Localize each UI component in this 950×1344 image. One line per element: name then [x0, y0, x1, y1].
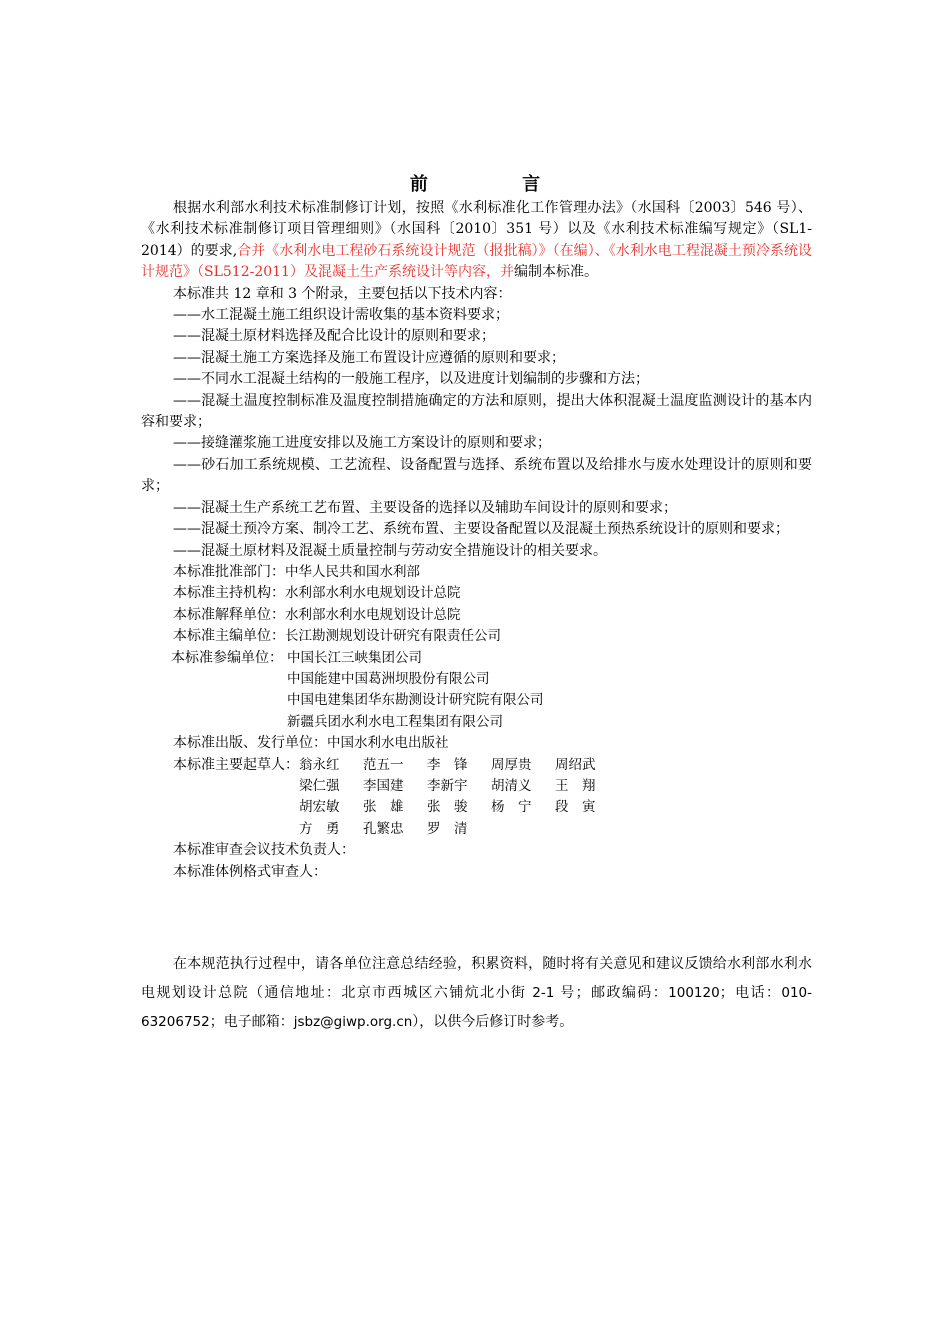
co-editors-row: [141, 648, 812, 734]
drafter-name: 翁永红: [299, 756, 340, 773]
host-row: [141, 583, 812, 604]
review-lead-line: 本标准审查会议技术负责人：: [173, 842, 355, 859]
drafter-name: 张 骏: [427, 799, 468, 816]
intro-paragraph: [141, 198, 812, 284]
content-item: ——砂石加工系统规模、工艺流程、设备配置与选择、系统布置以及给排水与废水处理设计的原则和要求；: [141, 456, 812, 495]
feedback-text: ），以供今后修订时参考。: [412, 1014, 574, 1030]
intro-red-text: 合并《水利水电工程砂石系统设计规范（报批稿）》（在编）、《水利水电工程混凝土预冷系统设计规范》（SL512-2011）及混凝土生产系统设计等内容，并: [141, 242, 812, 281]
summary-paragraph: 本标准共 12 章和 3 个附录，主要包括以下技术内容：: [173, 285, 512, 302]
content-item: ——混凝土温度控制标准及温度控制措施确定的方法和原则，提出大体积混凝土温度监测设计的基本内容和要求；: [141, 392, 812, 431]
content-item: ——接缝灌浆施工进度安排以及施工方案设计的原则和要求；: [173, 435, 551, 452]
intro-text-end: 编制本标准。: [513, 264, 598, 281]
page-title: 前 言: [409, 174, 585, 195]
drafter-name: 方 勇: [299, 820, 340, 837]
content-item: ——不同水工混凝土结构的一般施工程序，以及进度计划编制的步骤和方法；: [173, 371, 649, 388]
feedback-postcode: 100120: [668, 985, 720, 1001]
publisher-value: 中国水利水电出版社: [327, 735, 449, 752]
drafter-name: 孔繁忠: [363, 820, 404, 837]
co-editors-list: [287, 648, 544, 734]
drafters-grid: [299, 755, 619, 841]
feedback-address-number: 2-1: [532, 985, 555, 1001]
chief-editor-row: [141, 626, 812, 647]
interpret-row: [141, 605, 812, 626]
drafter-name: 李国建: [363, 777, 404, 794]
format-reviewer-line: 本标准体例格式审查人：: [173, 863, 327, 880]
feedback-text: ；电子邮箱：: [209, 1014, 294, 1030]
chief-editor-value: 长江勘测规划设计研究有限责任公司: [285, 628, 501, 645]
drafter-name: 范五一: [363, 756, 404, 773]
drafter-name: 杨 宁: [491, 799, 532, 816]
co-editor: 中国长江三峡集团公司: [287, 649, 422, 666]
host-value: 水利部水利水电规划设计总院: [285, 585, 461, 602]
content-item: ——水工混凝土施工组织设计需收集的基本资料要求；: [173, 307, 509, 324]
drafter-name: 李新宇: [427, 777, 468, 794]
co-editors-label: 本标准参编单位：: [171, 649, 283, 666]
interpret-label: 本标准解释单位：: [173, 606, 285, 623]
approval-value: 中华人民共和国水利部: [285, 563, 420, 580]
drafter-name: 胡清义: [491, 777, 532, 794]
co-editor: 中国电建集团华东勘测设计研究院有限公司: [287, 692, 544, 709]
chief-editor-label: 本标准主编单位：: [173, 628, 285, 645]
content-item: ——混凝土生产系统工艺布置、主要设备的选择以及辅助车间设计的原则和要求；: [173, 499, 677, 516]
feedback-email: jsbz@giwp.org.cn: [293, 1014, 413, 1030]
host-label: 本标准主持机构：: [173, 585, 285, 602]
preface-body: [141, 198, 812, 883]
content-item: ——混凝土预冷方案、制冷工艺、系统布置、主要设备配置以及混凝土预热系统设计的原则和要求；: [173, 521, 789, 538]
drafters-row: [141, 755, 812, 841]
drafters-label: 本标准主要起草人：: [173, 756, 299, 773]
content-item: ——混凝土原材料选择及配合比设计的原则和要求；: [173, 328, 495, 345]
intro-text: 根据水利部水利技术标准制修订计划，按照《水利标准化工作管理办法》（水国科〔2003〕546 号）、《水利技术标准制修订项目管理细则》（水国科〔2010〕351 号）以及《水利技术标准编写规定》（SL1-2014）的要求,: [141, 200, 812, 259]
drafter-name: 梁仁强: [299, 777, 340, 794]
approval-row: [141, 562, 812, 583]
drafter-name: 胡宏敏: [299, 799, 340, 816]
feedback-text: 号；邮政编码：: [554, 985, 669, 1001]
content-item: ——混凝土原材料及混凝土质量控制与劳动安全措施设计的相关要求。: [173, 542, 607, 559]
drafter-name: 段 寅: [555, 799, 596, 816]
drafter-name: 罗 清: [427, 820, 468, 837]
approval-label: 本标准批准部门：: [173, 563, 285, 580]
drafter-name: 李 锋: [427, 756, 468, 773]
content-item: ——混凝土施工方案选择及施工布置设计应遵循的原则和要求；: [173, 349, 565, 366]
co-editor: 新疆兵团水利水电工程集团有限公司: [287, 713, 503, 730]
feedback-text: 在本规范执行过程中，请各单位注意总结经验，积累资料，随时将有关意见和建议反馈给水利部水利水电规划设计总院（通信地址：北京市西城区六铺炕北小街: [141, 956, 812, 1001]
feedback-text: ；电话：: [719, 985, 782, 1001]
publisher-row: [141, 733, 812, 754]
co-editor: 中国能建中国葛洲坝股份有限公司: [287, 670, 490, 687]
feedback-paragraph: [141, 950, 812, 1037]
interpret-value: 水利部水利水电规划设计总院: [285, 606, 461, 623]
publisher-label: 本标准出版、发行单位：: [173, 735, 327, 752]
drafter-name: 张 雄: [363, 799, 404, 816]
drafter-name: 周厚贵: [491, 756, 532, 773]
feedback-phone: 010-63206752: [141, 985, 813, 1030]
drafter-name: 周绍武: [555, 756, 596, 773]
drafter-name: 王 翔: [555, 777, 596, 794]
